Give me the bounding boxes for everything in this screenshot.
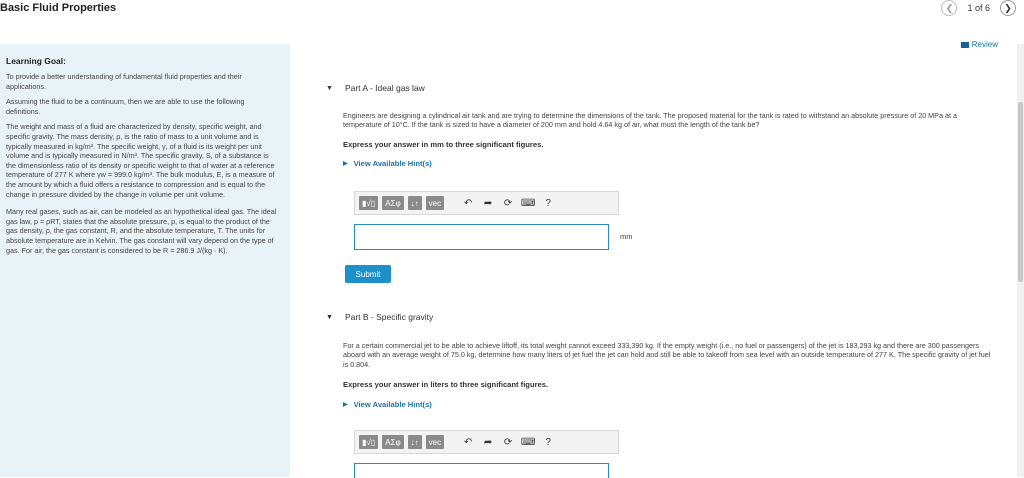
help-button[interactable]: ? xyxy=(545,197,551,209)
part-a-header[interactable] xyxy=(326,83,425,93)
learning-goal-panel xyxy=(0,44,290,477)
page-count: 1 of 6 xyxy=(967,3,990,13)
part-b-question: For a certain commercial jet to be able to achieve liftoff, its total weight cannot exceed 333,390 kg. If the empty weight (i.e., no fuel or passengers) of the jet is 183,293 kg and there are 300 passengers aboard with an average weight of 75.0 kg, determine how many liters of jet fuel the jet can hold and still be able to takeoff from sea level with an outside temperature of 277 K. The specific gravity of jet fuel is 0.804. xyxy=(343,341,991,369)
page-title: Basic Fluid Properties xyxy=(0,2,117,14)
part-a-title: Part A - Ideal gas law xyxy=(344,83,425,93)
undo-icon[interactable]: ↶ xyxy=(463,436,473,448)
sidebar-paragraph: To provide a better understanding of fundamental fluid properties and their applications. xyxy=(6,72,242,91)
arrows-button[interactable]: ↓↑ xyxy=(408,196,422,210)
hints-label: View Available Hint(s) xyxy=(353,400,432,409)
learning-goal-heading: Learning Goal: xyxy=(6,56,66,66)
review-link[interactable] xyxy=(961,40,998,49)
part-a-question: Engineers are designing a cylindrical air tank and are trying to determine the dimensions of the tank. The proposed material for the tank is rated to withstand an absolute pressure of 20 MPa at a temperature of 10°C. If the tank is sized to have a diameter of 200 mm and hold 4.64 kg of air, what must the length of the tank be? xyxy=(343,111,957,130)
reset-icon[interactable]: ⟳ xyxy=(503,197,513,209)
pagination xyxy=(941,0,1016,16)
vec-button[interactable]: vec xyxy=(426,435,444,449)
help-button[interactable]: ? xyxy=(545,436,551,448)
part-a-unit: mm xyxy=(620,232,633,241)
collapse-triangle-icon[interactable]: ▼ xyxy=(326,84,333,92)
keyboard-icon[interactable]: ⌨ xyxy=(520,197,536,209)
collapse-triangle-icon[interactable]: ▼ xyxy=(326,313,333,321)
part-b-header[interactable] xyxy=(326,312,433,322)
submit-button[interactable]: Submit xyxy=(345,265,391,283)
review-icon xyxy=(961,42,969,48)
part-b-answer-input[interactable] xyxy=(354,463,609,478)
arrows-button[interactable]: ↓↑ xyxy=(408,435,422,449)
templates-button[interactable]: ▮√▯ xyxy=(359,435,378,449)
top-bar xyxy=(0,0,1024,20)
play-triangle-icon: ▶ xyxy=(343,402,348,408)
review-label: Review xyxy=(971,40,998,49)
chevron-right-icon[interactable]: ❯ xyxy=(1000,0,1016,16)
part-a-equation-toolbar xyxy=(354,191,619,215)
part-b-title: Part B - Specific gravity xyxy=(344,312,434,322)
sidebar-paragraph: Many real gases, such as air, can be modeled as an hypothetical ideal gas. The ideal gas law, p = ρRT, states that the absolute pressure, p, is equal to the product of the gas density, ρ, the gas constant, R, and the absolute temperature, T. The units for absolute temperature are in Kelvin. The gas constant will vary depend on the type of gas. For air, the gas constant is considered to be R = 286.9 J/(kg · K). xyxy=(6,207,277,255)
part-a-hints-link[interactable] xyxy=(343,159,432,168)
sidebar-paragraph: Assuming the fluid to be a continuum, then we are able to use the following definitions. xyxy=(6,97,245,116)
part-a-answer-input[interactable] xyxy=(354,224,609,250)
part-b-hints-link[interactable] xyxy=(343,400,432,409)
redo-icon[interactable]: ➦ xyxy=(483,436,493,448)
chevron-left-icon[interactable]: ❮ xyxy=(941,0,957,16)
play-triangle-icon: ▶ xyxy=(343,161,348,167)
redo-icon[interactable]: ➦ xyxy=(483,197,493,209)
reset-icon[interactable]: ⟳ xyxy=(503,436,513,448)
greek-button[interactable]: ΑΣφ xyxy=(382,435,403,449)
part-b-instructions: Express your answer in liters to three significant figures. xyxy=(343,380,549,389)
scroll-thumb[interactable] xyxy=(1018,102,1023,282)
part-a-instructions: Express your answer in mm to three significant figures. xyxy=(343,140,544,149)
vec-button[interactable]: vec xyxy=(426,196,444,210)
sidebar-paragraph: The weight and mass of a fluid are characterized by density, specific weight, and specific gravity. The mass density, ρ, is the ratio of mass to a unit volume and is typically measured in kg/m³. The specific weight, γ, of a fluid is its weight per unit volume and is typically measured in N/m³. The specific gravity, S, of a substance is the dimensionless ratio of its density or specific weight to that of water at a reference temperature of 277 K where γw = 999.0 kg/m³. The bulk modulus, E, is a measure of the amount by which a fluid offers a resistance to compression and is equal to the change in pressure divided by the change in volume per unit volume. xyxy=(6,122,275,199)
scrollbar[interactable] xyxy=(1017,44,1024,477)
undo-icon[interactable]: ↶ xyxy=(463,197,473,209)
keyboard-icon[interactable]: ⌨ xyxy=(520,436,536,448)
hints-label: View Available Hint(s) xyxy=(353,159,432,168)
templates-button[interactable]: ▮√▯ xyxy=(359,196,378,210)
part-b-equation-toolbar xyxy=(354,430,619,454)
greek-button[interactable]: ΑΣφ xyxy=(382,196,403,210)
